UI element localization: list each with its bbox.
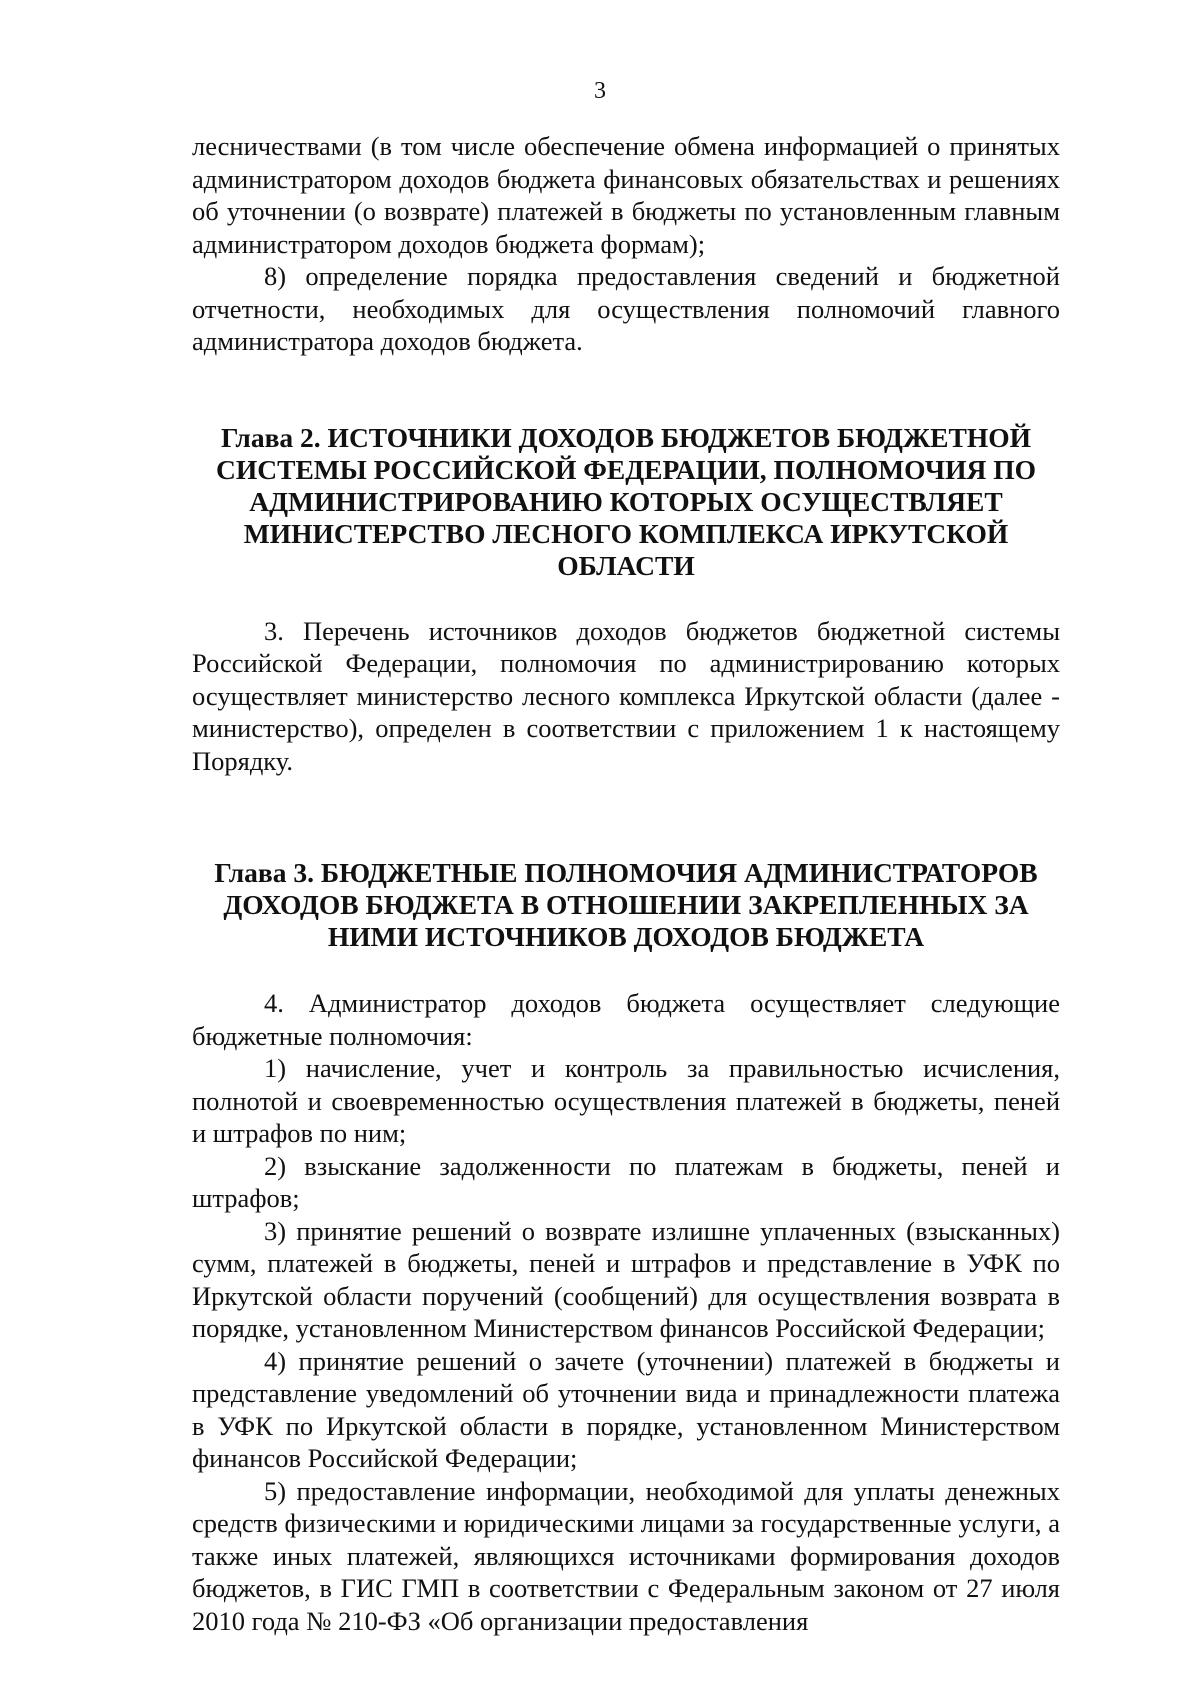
- list-item-3: 3) принятие решений о возврате излишне уплаченных (взысканных) сумм, платежей в бюджеты, пеней и штрафов и представление в УФК по Иркутской области поручений (сообщений) для осуществления возврата в порядке, установленном Министерством финансов Российской Федерации;: [192, 1215, 1060, 1343]
- paragraph-4: 4. Администратор доходов бюджета осуществляет следующие бюджетные полномочия:: [192, 988, 1060, 1051]
- chapter-2-heading: Глава 2. ИСТОЧНИКИ ДОХОДОВ БЮДЖЕТОВ БЮДЖЕТНОЙ СИСТЕМЫ РОССИЙСКОЙ ФЕДЕРАЦИИ, ПОЛНОМОЧИЯ ПО АДМИНИСТРИРОВАНИЮ КОТОРЫХ ОСУЩЕСТВЛЯЕТ МИНИСТЕРСТВО ЛЕСНОГО КОМПЛЕКСА ИРКУТСКОЙ ОБЛАСТИ: [216, 421, 1036, 581]
- list-item-2: 2) взыскание задолженности по платежам в бюджеты, пеней и штрафов;: [192, 1150, 1060, 1213]
- paragraph-3: 3. Перечень источников доходов бюджетов бюджетной системы Российской Федерации, полномочия по администрированию которых осуществляет министерство лесного комплекса Иркутской области (далее - министерство), определен в соответствии с приложением 1 к настоящему Порядку.: [192, 615, 1060, 776]
- page-number: 3: [594, 78, 606, 104]
- document-body: [192, 130, 1060, 1637]
- list-item-4: 4) принятие решений о зачете (уточнении) платежей в бюджеты и представление уведомлений об уточнении вида и принадлежности платежа в УФК по Иркутской области в порядке, установленном Министерством финансов Российской Федерации;: [192, 1345, 1060, 1473]
- paragraph-item-8: 8) определение порядка предоставления сведений и бюджетной отчетности, необходимых для осуществления полномочий главного администратора доходов бюджета.: [192, 261, 1060, 356]
- chapter-3-heading: Глава 3. БЮДЖЕТНЫЕ ПОЛНОМОЧИЯ АДМИНИСТРАТОРОВ ДОХОДОВ БЮДЖЕТА В ОТНОШЕНИИ ЗАКРЕПЛЕННЫХ ЗА НИМИ ИСТОЧНИКОВ ДОХОДОВ БЮДЖЕТА: [214, 857, 1038, 952]
- list-item-1: 1) начисление, учет и контроль за правильностью исчисления, полнотой и своевременностью осуществления платежей в бюджеты, пеней и штрафов по ним;: [192, 1053, 1060, 1148]
- list-item-5: 5) предоставление информации, необходимой для уплаты денежных средств физическими и юридическими лицами за государственные услуги, а также иных платежей, являющихся источниками формирования доходов бюджетов, в ГИС ГМП в соответствии с Федеральным законом от 27 июля 2010 года № 210-ФЗ «Об организации предоставления: [192, 1475, 1060, 1636]
- paragraph-continuation: лесничествами (в том числе обеспечение обмена информацией о принятых администратором доходов бюджета финансовых обязательствах и решениях об уточнении (о возврате) платежей в бюджеты по установленным главным администратором доходов бюджета формам);: [192, 131, 1060, 259]
